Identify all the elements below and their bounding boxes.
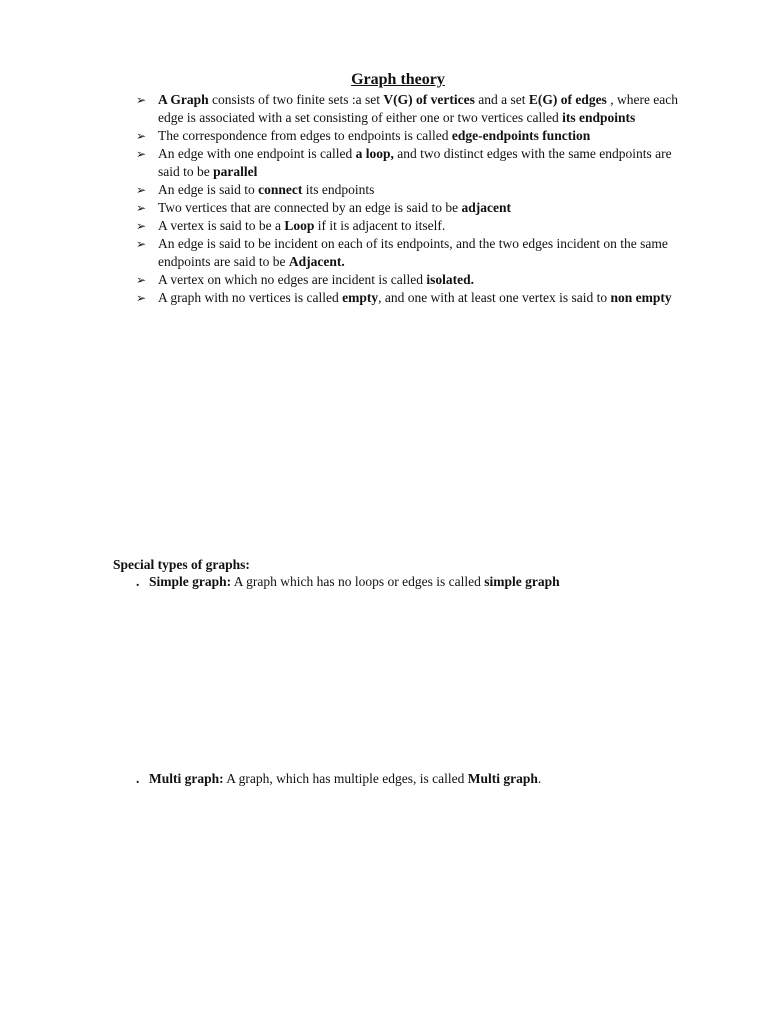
item-marker: . — [136, 574, 140, 589]
definition-term: Loop — [284, 218, 315, 233]
definition-item — [136, 217, 696, 235]
definition-term: a loop, — [355, 146, 394, 161]
definition-term: non empty — [610, 290, 672, 305]
definition-term: A Graph — [158, 92, 209, 107]
definition-item — [136, 181, 696, 199]
definition-item — [136, 127, 696, 145]
multi-graph-suffix: . — [537, 771, 542, 786]
definition-text: A graph with no vertices is called — [158, 290, 343, 305]
definition-text: , and one with at least one vertex is said to — [378, 290, 611, 305]
definition-text: An edge with one endpoint is called — [158, 146, 356, 161]
definition-text: , where each edge is associated with a set consisting of either one or two vertices called — [158, 92, 679, 125]
simple-graph-emphasis: simple graph — [484, 574, 560, 589]
page-title: Graph theory — [351, 71, 445, 88]
item-marker: . — [136, 771, 140, 786]
arrow-bullet-icon: ➢ — [136, 93, 147, 107]
section-heading: Special types of graphs: — [113, 557, 250, 572]
definition-text: consists of two finite sets :a set — [208, 92, 384, 107]
definition-term: isolated. — [426, 272, 475, 287]
definition-term: parallel — [213, 164, 258, 179]
simple-graph-item — [136, 573, 560, 591]
arrow-bullet-icon: ➢ — [136, 183, 147, 197]
definition-text: An edge is said to — [158, 182, 259, 197]
definition-item — [136, 235, 696, 271]
definition-term: edge-endpoints function — [451, 128, 591, 143]
definition-term: E(G) of edges — [528, 92, 607, 107]
definition-text: and two distinct edges with the same endpoints are said to be — [158, 146, 672, 179]
arrow-bullet-icon: ➢ — [136, 291, 147, 305]
arrow-bullet-icon: ➢ — [136, 201, 147, 215]
simple-graph-text: A graph which has no loops or edges is called — [231, 574, 485, 589]
simple-graph-term: Simple graph: — [149, 574, 232, 589]
arrow-bullet-icon: ➢ — [136, 219, 147, 233]
definition-item — [136, 199, 696, 217]
definition-item — [136, 271, 696, 289]
definition-item — [136, 91, 696, 127]
multi-graph-text: A graph, which has multiple edges, is called — [223, 771, 468, 786]
definition-text: its endpoints — [302, 182, 375, 197]
definition-text: A vertex on which no edges are incident is called — [158, 272, 427, 287]
arrow-bullet-icon: ➢ — [136, 147, 147, 161]
definition-term: adjacent — [461, 200, 511, 215]
definition-text: and a set — [474, 92, 529, 107]
definition-term: empty — [342, 290, 379, 305]
definition-term: connect — [258, 182, 303, 197]
multi-graph-term: Multi graph: — [149, 771, 224, 786]
definition-text: A vertex is said to be a — [158, 218, 285, 233]
definition-item — [136, 289, 696, 307]
arrow-bullet-icon: ➢ — [136, 129, 147, 143]
definition-term: its endpoints — [562, 110, 636, 125]
definition-term: V(G) of vertices — [383, 92, 475, 107]
definition-text: An edge is said to be incident on each of its endpoints, and the two edges incident on the same endpoints are said to be — [158, 236, 668, 269]
arrow-bullet-icon: ➢ — [136, 237, 147, 251]
arrow-bullet-icon: ➢ — [136, 273, 147, 287]
definition-list — [136, 91, 696, 307]
multi-graph-emphasis: Multi graph — [467, 771, 538, 786]
multi-graph-item — [136, 770, 541, 788]
definition-item — [136, 145, 696, 181]
definition-term: Adjacent. — [288, 254, 345, 269]
definition-text: The correspondence from edges to endpoints is called — [158, 128, 452, 143]
definition-text: Two vertices that are connected by an edge is said to be — [158, 200, 462, 215]
definition-text: if it is adjacent to itself. — [314, 218, 446, 233]
